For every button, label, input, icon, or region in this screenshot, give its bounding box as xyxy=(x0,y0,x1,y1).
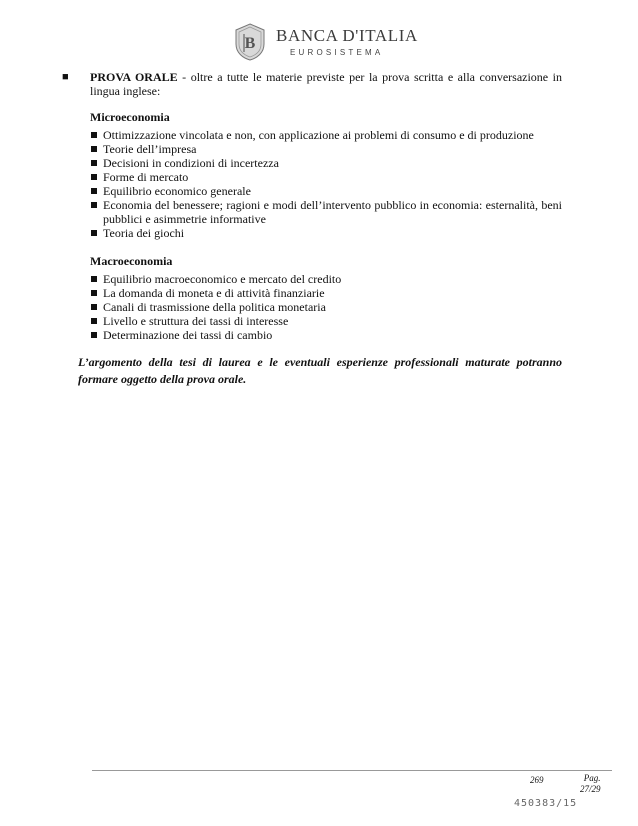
list-item: Ottimizzazione vincolata e non, con applicazione ai problemi di consumo e di produzione xyxy=(90,128,562,142)
list-item: Equilibrio economico generale xyxy=(90,184,562,198)
oral-exam-intro xyxy=(62,70,562,98)
macro-heading: Macroeconomia xyxy=(90,254,173,268)
bank-name: BANCA D'ITALIA xyxy=(276,26,418,45)
closing-note: L’argomento della tesi di laurea e le eventuali esperienze professionali maturate potranno formare oggetto della prova orale. xyxy=(78,355,562,386)
bank-subtitle: EUROSISTEMA xyxy=(290,48,384,57)
square-bullet-icon: ■ xyxy=(62,71,69,83)
list-item: Equilibrio macroeconomico e mercato del credito xyxy=(90,272,562,286)
list-item: Livello e struttura dei tassi di interesse xyxy=(90,314,562,328)
micro-list xyxy=(78,128,562,240)
list-item: Teoria dei giochi xyxy=(90,226,562,240)
list-item: Determinazione dei tassi di cambio xyxy=(90,328,562,342)
bank-logo xyxy=(232,20,418,64)
footer-page xyxy=(580,773,601,795)
list-item: Decisioni in condizioni di incertezza xyxy=(90,156,562,170)
footer-code: 450383/15 xyxy=(514,798,578,809)
list-item: Forme di mercato xyxy=(90,170,562,184)
list-item: La domanda di moneta e di attività finanziarie xyxy=(90,286,562,300)
list-item: Economia del benessere; ragioni e modi dell’intervento pubblico in economia: esternalità, beni pubblici e asimmetrie informative xyxy=(90,198,562,226)
footer-page-value: 27/29 xyxy=(580,784,601,794)
footer-number: 269 xyxy=(530,775,544,785)
oral-exam-section xyxy=(62,70,562,342)
list-item: Canali di trasmissione della politica monetaria xyxy=(90,300,562,314)
svg-text:B: B xyxy=(244,35,256,52)
footer-divider xyxy=(92,770,612,771)
bank-emblem-icon xyxy=(232,22,268,62)
oral-exam-intro-text: - oltre a tutte le materie previste per la prova scritta e alla conversazione in lingua inglese: xyxy=(90,70,562,98)
micro-heading: Microeconomia xyxy=(90,110,170,124)
list-item: Teorie dell’impresa xyxy=(90,142,562,156)
oral-exam-title: PROVA ORALE xyxy=(90,70,178,84)
macro-list xyxy=(78,272,562,342)
footer-page-label: Pag. xyxy=(583,773,601,783)
